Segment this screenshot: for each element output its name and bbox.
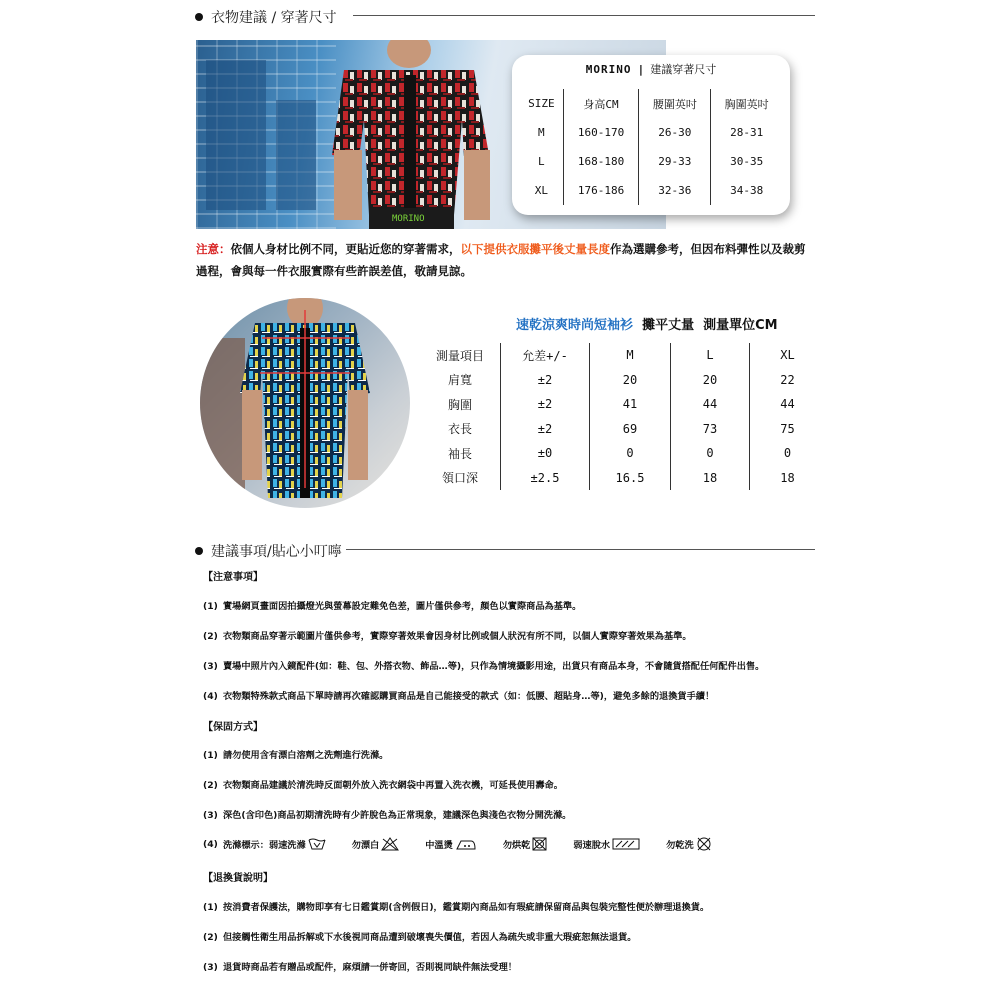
gentle-wash-item: 弱速洗滌 bbox=[269, 837, 326, 851]
card-title: MORINO | 建議穿著尺寸 bbox=[585, 63, 717, 76]
table-cell: 0 bbox=[671, 441, 750, 466]
table-cell: 20 bbox=[590, 368, 671, 393]
table-header: 胸圍英吋 bbox=[711, 89, 782, 118]
table-row bbox=[420, 417, 825, 442]
measurement-table bbox=[420, 343, 825, 490]
returns-header: 【退換貨說明】 bbox=[203, 873, 273, 884]
table-header-row bbox=[520, 89, 782, 118]
note-text: 作為選購參考，但因布料彈性以及裁剪過程，會與每一件衣服實際有些許誤差值，敬請見諒。 bbox=[196, 242, 806, 278]
note-text: 依個人身材比例不同，更貼近您的穿著需求， bbox=[230, 242, 461, 256]
list-item: (2) 衣物類商品穿著示範圖片僅供參考，實際穿著效果會因身材比例或個人狀況有所不同，以個人實際穿著效果為基準。 bbox=[203, 631, 692, 642]
table-cell: 20 bbox=[671, 368, 750, 393]
table-cell: 44 bbox=[750, 392, 826, 417]
table-cell: 肩寬 bbox=[447, 373, 472, 388]
table-cell: 16.5 bbox=[590, 466, 671, 491]
section-heading-tips bbox=[195, 541, 342, 561]
table-row bbox=[420, 466, 825, 491]
table-cell: ±2 bbox=[501, 392, 590, 417]
size-recommendation-card bbox=[512, 55, 790, 215]
list-item: (2) 衣物類商品建議於清洗時反面朝外放入洗衣網袋中再置入洗衣機，可延長使用壽命。 bbox=[203, 780, 563, 791]
table-header: SIZE bbox=[528, 97, 555, 110]
table-cell: 168-180 bbox=[563, 147, 639, 176]
table-cell: 28-31 bbox=[711, 118, 782, 147]
table-header: L bbox=[671, 343, 750, 368]
table-cell: 32-36 bbox=[639, 176, 711, 205]
table-row bbox=[520, 147, 782, 176]
list-item: (1) 請勿使用含有漂白溶劑之洗劑進行洗滌。 bbox=[203, 750, 389, 761]
iron-icon bbox=[455, 837, 477, 851]
list-item: (3) 深色(含印色)商品初期清洗時有少許脫色為正常現象，建議深色與淺色衣物分開洗滌。 bbox=[203, 810, 572, 821]
table-cell: L bbox=[538, 155, 545, 168]
model-figure bbox=[314, 40, 504, 229]
section-title: 建議事項/貼心小叮嚀 bbox=[211, 544, 342, 560]
bullet-icon bbox=[195, 13, 203, 21]
measure-title bbox=[516, 314, 778, 333]
table-header: XL bbox=[750, 343, 826, 368]
section-title: 衣物建議 / 穿著尺寸 bbox=[211, 10, 337, 26]
table-cell: 0 bbox=[750, 441, 826, 466]
shorts-brand-text: MORINO bbox=[392, 214, 425, 224]
table-header-row bbox=[420, 343, 825, 368]
table-cell: 69 bbox=[590, 417, 671, 442]
table-cell: 30-35 bbox=[711, 147, 782, 176]
table-cell: 22 bbox=[750, 368, 826, 393]
table-cell: ±2 bbox=[501, 368, 590, 393]
table-header: M bbox=[590, 343, 671, 368]
list-item: (1) 實場網頁畫面因拍攝燈光與螢幕設定難免色差，圖片僅供參考，顏色以實際商品為基準。 bbox=[203, 601, 582, 612]
no-dry-clean-icon bbox=[696, 836, 712, 852]
table-cell: 29-33 bbox=[639, 147, 711, 176]
no-tumble-dry-item: 勿烘乾 bbox=[503, 837, 548, 851]
table-cell: 26-30 bbox=[639, 118, 711, 147]
no-bleach-icon bbox=[381, 837, 399, 851]
table-cell: 75 bbox=[750, 417, 826, 442]
divider bbox=[353, 15, 815, 16]
divider bbox=[346, 549, 815, 550]
table-header: 身高CM bbox=[563, 89, 639, 118]
model-circle-image bbox=[200, 298, 410, 508]
table-header: 腰圍英吋 bbox=[639, 89, 711, 118]
table-cell: 41 bbox=[590, 392, 671, 417]
bullet-icon bbox=[195, 547, 203, 555]
table-cell: ±2 bbox=[501, 417, 590, 442]
table-cell: M bbox=[538, 126, 545, 139]
table-cell: 44 bbox=[671, 392, 750, 417]
table-header: 允差+/- bbox=[501, 343, 590, 368]
section-heading-size bbox=[195, 7, 337, 27]
gentle-spin-item: 弱速脫水 bbox=[573, 837, 640, 851]
table-row bbox=[420, 441, 825, 466]
table-cell: 衣長 bbox=[447, 422, 472, 437]
table-cell: 18 bbox=[671, 466, 750, 491]
table-cell: 73 bbox=[671, 417, 750, 442]
table-row bbox=[520, 118, 782, 147]
table-cell: 18 bbox=[750, 466, 826, 491]
table-cell: XL bbox=[534, 184, 548, 197]
no-bleach-item: 勿漂白 bbox=[352, 837, 400, 851]
table-cell: 34-38 bbox=[711, 176, 782, 205]
brand-logo: MORINO bbox=[585, 63, 632, 76]
list-item: (3) 退貨時商品若有贈品或配件，麻煩請一併寄回，否則視同缺件無法受理！ bbox=[203, 962, 517, 973]
note-label: 注意： bbox=[196, 242, 231, 256]
list-item: (2) 但接觸性衛生用品拆解或下水後視同商品遭到破壞喪失價值，若因人為疏失或非重大瑕疵恕無法退貨。 bbox=[203, 932, 637, 943]
gentle-wash-icon bbox=[308, 837, 326, 851]
list-item: (3) 賣場中照片內入鏡配件(如：鞋、包、外搭衣物、飾品…等)，只作為情境攝影用途，出貨只有商品本身，不會隨貨搭配任何配件出售。 bbox=[203, 661, 765, 672]
list-item: (1) 按消費者保護法，購物即享有七日鑑賞期(含例假日)，鑑賞期內商品如有瑕疵請保留商品與包裝完整性便於辦理退換貨。 bbox=[203, 902, 710, 913]
table-cell: ±0 bbox=[501, 441, 590, 466]
table-row bbox=[420, 368, 825, 393]
table-cell: 領口深 bbox=[441, 471, 478, 486]
note-highlight: 以下提供衣服攤平後丈量長度 bbox=[460, 242, 610, 256]
measure-product-name: 速乾涼爽時尚短袖衫 bbox=[516, 318, 634, 333]
no-dry-clean-item: 勿乾洗 bbox=[666, 836, 712, 852]
notices-header: 【注意事項】 bbox=[203, 572, 263, 583]
sizing-note bbox=[196, 238, 816, 282]
table-cell: 袖長 bbox=[447, 446, 472, 461]
table-row bbox=[420, 392, 825, 417]
wash-label: 洗滌標示： bbox=[223, 840, 269, 851]
measure-title-rest: 攤平丈量 測量單位CM bbox=[633, 318, 778, 333]
gentle-spin-icon bbox=[612, 837, 640, 851]
size-table bbox=[520, 89, 782, 205]
card-subtitle: 建議穿著尺寸 bbox=[650, 63, 717, 76]
care-header: 【保固方式】 bbox=[203, 722, 263, 733]
table-row bbox=[520, 176, 782, 205]
table-header: 測量項目 bbox=[435, 348, 484, 363]
wash-symbols-row: (4) 洗滌標示： 弱速洗滌 勿漂白 中溫燙 勿烘乾 弱速脫水 勿乾洗 bbox=[203, 836, 738, 852]
table-cell: 160-170 bbox=[563, 118, 639, 147]
table-cell: ±2.5 bbox=[501, 466, 590, 491]
list-item: (4) 衣物類特殊款式商品下單時請再次確認購買商品是自己能接受的款式（如：低腰、超貼身…等)，避免多餘的退換貨手續！ bbox=[203, 691, 715, 702]
medium-iron-item: 中溫燙 bbox=[425, 837, 477, 851]
table-cell: 0 bbox=[590, 441, 671, 466]
table-cell: 胸圍 bbox=[447, 397, 472, 412]
table-cell: 176-186 bbox=[563, 176, 639, 205]
no-tumble-dry-icon bbox=[532, 837, 547, 851]
